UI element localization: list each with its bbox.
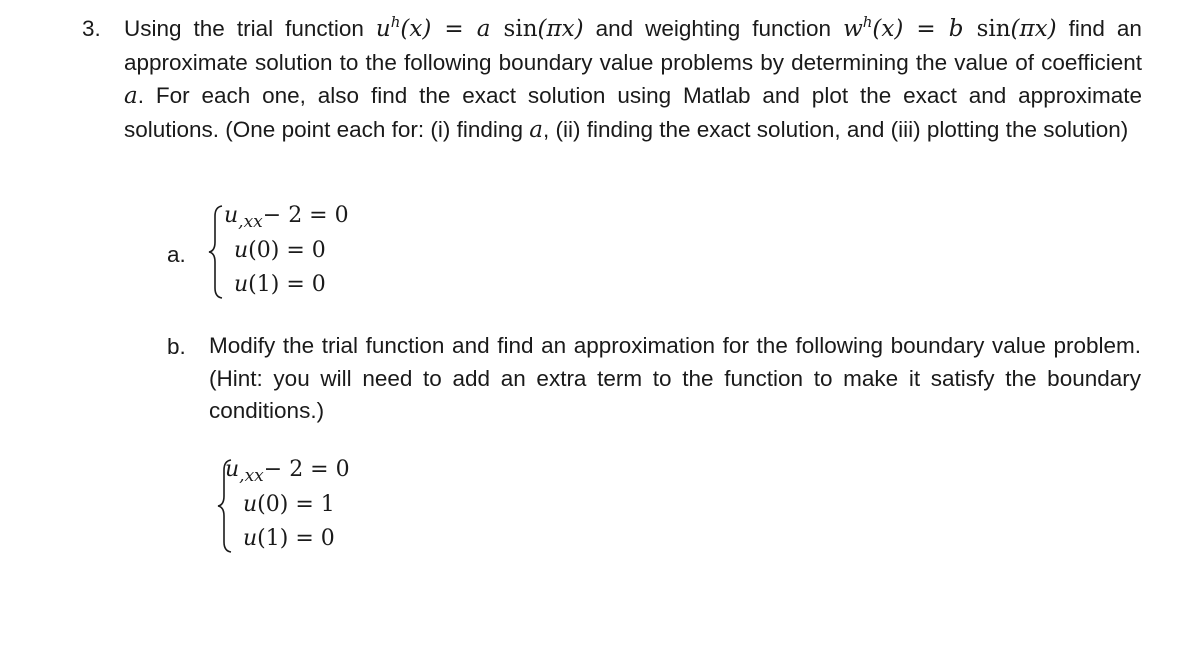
trial-function-superscript: h [390, 13, 401, 31]
problem-text-1: Using the trial function [124, 16, 364, 41]
problem-statement [124, 12, 1142, 147]
part-a-equation-1 [224, 202, 349, 230]
problem-text-5: , (ii) finding the exact solution, and (iii) plotting the solution) [542, 117, 1129, 142]
part-b-equation-2: u(0) = 1 [243, 492, 335, 517]
weight-function-formula [843, 13, 1057, 42]
part-b-eq1-rest: − 2 = 0 [263, 457, 350, 482]
trial-function-symbol: u [375, 16, 391, 42]
weight-function-symbol: w [843, 16, 863, 42]
part-a-label: a. [167, 242, 186, 267]
part-a-eq1-subscript: ,xx [238, 212, 263, 232]
coefficient-symbol-2: a [529, 117, 543, 143]
problem-text-2: and weighting function [595, 16, 832, 41]
part-a-eq1-var: u [224, 203, 239, 228]
left-brace-icon [206, 204, 226, 300]
part-a-eq1-rest: − 2 = 0 [262, 203, 349, 228]
part-a-equation-2: u(0) = 0 [234, 238, 326, 263]
weight-function-sin: sin [976, 16, 1011, 42]
problem-text-3: find an approximate solution to the following boundary value problems by determining the value of coefficient [124, 16, 1142, 75]
part-b-text: Modify the trial function and find an approximation for the following boundary value problem. (Hint: you will need to add an extra term to the function to make it satisfy the boundary conditions.) [209, 333, 1141, 423]
problem-text-4: . For each one, also find the exact solution using Matlab and plot the exact and approximate solutions. (One point each for: (i) finding [124, 83, 1142, 142]
coefficient-symbol: a [124, 83, 138, 109]
weight-function-superscript: h [862, 13, 873, 31]
part-b-label: b. [167, 334, 186, 359]
trial-function-rhs-1: (x) = a [400, 16, 504, 42]
trial-function-formula [375, 13, 584, 42]
part-b-eq1-subscript: ,xx [239, 466, 264, 486]
weight-function-rhs-3: (πx) [1010, 16, 1057, 42]
part-b-eq1-var: u [225, 457, 240, 482]
weight-function-rhs-1: (x) = b [872, 16, 977, 42]
part-b-equation-3: u(1) = 0 [243, 526, 335, 551]
trial-function-rhs-3: (πx) [537, 16, 584, 42]
part-a-equation-3: u(1) = 0 [234, 272, 326, 297]
problem-number: 3. [82, 16, 101, 41]
part-b-equation-1 [225, 456, 350, 484]
trial-function-sin: sin [503, 16, 538, 42]
